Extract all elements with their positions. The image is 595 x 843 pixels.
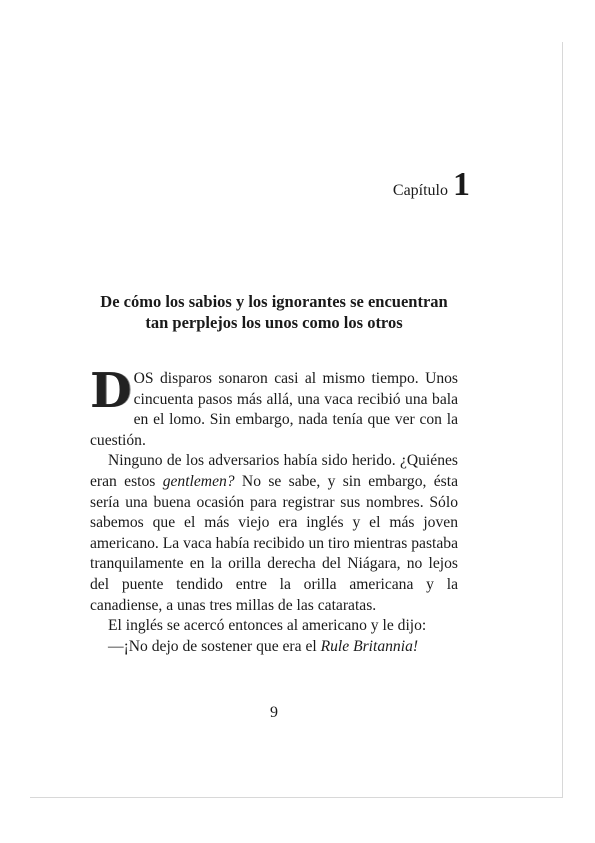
body-text [90, 363, 458, 657]
chapter-heading [393, 168, 470, 202]
paragraph-2-italic: gentlemen? [162, 472, 235, 490]
chapter-title: De cómo los sabios y los ignorantes se encuentran tan perplejos los unos como los otros [100, 292, 448, 332]
page-number: 9 [270, 704, 278, 721]
paragraph-2 [90, 451, 458, 616]
paragraph-2-before: Ninguno de los adversarios había sido herido. ¿Quiénes eran estos [90, 452, 458, 490]
paragraph-2-after: No se sabe, y sin embargo, ésta sería una buena ocasión para registrar sus nombres. Sólo sabemos que el más viejo era inglés y el más joven americano. La vaca había recibido un tiro mientras pastaba tranquilamente en la orilla derecha del Niágara, no lejos del puente tendido entre la orilla americana y la canadiense, a unas tres millas de las cataratas. [90, 472, 458, 614]
paragraph-3: El inglés se acercó entonces al americano y le dijo: [108, 617, 427, 635]
paragraph-1-text: disparos sonaron casi al mismo tiempo. Unos cincuenta pasos más allá, una vaca recibió una bala en el lomo. Sin embargo, nada tenía que ver con la cuestión. [90, 370, 458, 449]
paragraph-1 [90, 363, 458, 451]
paragraph-4 [90, 637, 458, 658]
drop-cap: D [90, 363, 132, 419]
paragraph-4-before: —¡No dejo de sostener que era el [108, 637, 321, 655]
chapter-word: Capítulo [392, 182, 448, 199]
chapter-number: 1 [453, 166, 470, 203]
paragraph-4-italic: Rule Britannia! [320, 637, 419, 655]
drop-cap-continuation: OS [133, 370, 154, 387]
